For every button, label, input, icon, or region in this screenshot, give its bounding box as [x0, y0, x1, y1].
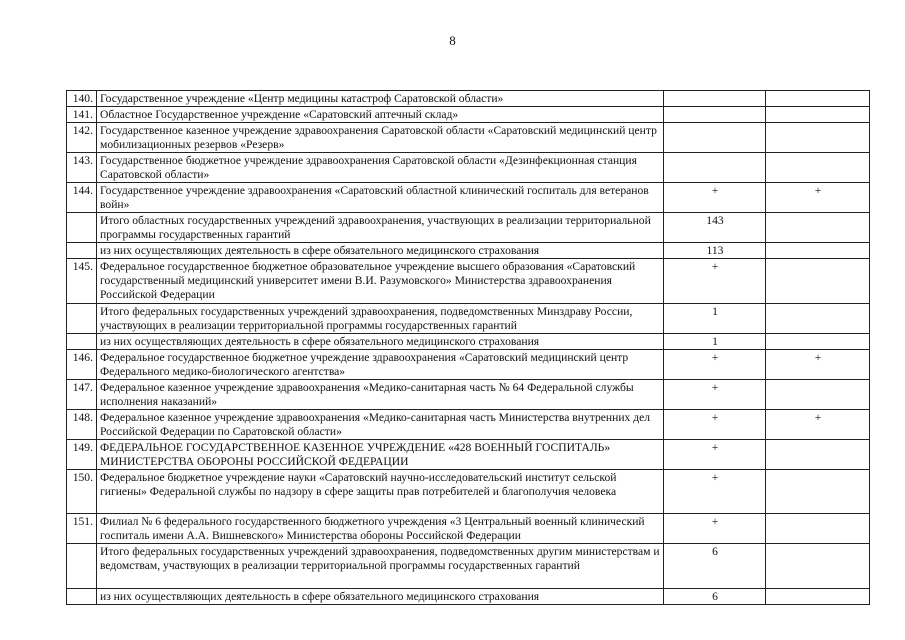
oms-mark [766, 123, 870, 153]
table-row [67, 243, 870, 259]
program-mark [664, 153, 766, 183]
row-number: 151. [67, 514, 97, 544]
row-number: 140. [67, 91, 97, 107]
oms-mark [766, 470, 870, 514]
row-number [67, 544, 97, 589]
table-row [67, 544, 870, 589]
program-mark: + [664, 470, 766, 514]
table-row [67, 440, 870, 470]
institutions-table [66, 90, 870, 605]
institution-name: Итого областных государственных учреждений здравоохранения, участвующих в реализации территориальной программы государственных гарантий [97, 213, 664, 243]
institution-name: из них осуществляющих деятельность в сфере обязательного медицинского страхования [97, 243, 664, 259]
row-number: 141. [67, 107, 97, 123]
institution-name: Федеральное казенное учреждение здравоохранения «Медико-санитарная часть Министерства внутренних дел Российской Федерации по Саратовской области» [97, 410, 664, 440]
institution-name: Итого федеральных государственных учреждений здравоохранения, подведомственных Минздраву России, участвующих в реализации территориальной программы государственных гарантий [97, 304, 664, 334]
row-number: 142. [67, 123, 97, 153]
program-mark: + [664, 440, 766, 470]
oms-mark [766, 259, 870, 304]
oms-mark [766, 334, 870, 350]
table-row [67, 153, 870, 183]
program-mark: 113 [664, 243, 766, 259]
row-number [67, 213, 97, 243]
row-number: 144. [67, 183, 97, 213]
oms-mark [766, 304, 870, 334]
row-number [67, 589, 97, 605]
program-mark: + [664, 410, 766, 440]
row-number [67, 304, 97, 334]
table-row [67, 470, 870, 514]
institution-name: ФЕДЕРАЛЬНОЕ ГОСУДАРСТВЕННОЕ КАЗЕННОЕ УЧРЕЖДЕНИЕ «428 ВОЕННЫЙ ГОСПИТАЛЬ» МИНИСТЕРСТВА ОБОРОНЫ РОССИЙСКОЙ ФЕДЕРАЦИИ [97, 440, 664, 470]
table-row [67, 334, 870, 350]
program-mark: 6 [664, 544, 766, 589]
row-number [67, 334, 97, 350]
row-number: 145. [67, 259, 97, 304]
institution-name: Государственное бюджетное учреждение здравоохранения Саратовской области «Дезинфекционная станция Саратовской области» [97, 153, 664, 183]
table-row [67, 107, 870, 123]
institution-name: Областное Государственное учреждение «Саратовский аптечный склад» [97, 107, 664, 123]
program-mark: 6 [664, 589, 766, 605]
program-mark [664, 107, 766, 123]
institution-name: из них осуществляющих деятельность в сфере обязательного медицинского страхования [97, 334, 664, 350]
program-mark: 1 [664, 304, 766, 334]
institution-name: Государственное учреждение здравоохранения «Саратовский областной клинический госпиталь для ветеранов войн» [97, 183, 664, 213]
institution-name: Филиал № 6 федерального государственного бюджетного учреждения «3 Центральный военный клинический госпиталь имени А.А. Вишневского» Министерства обороны Российской Федерации [97, 514, 664, 544]
institution-name: Федеральное государственное бюджетное учреждение здравоохранения «Саратовский медицинский центр Федерального медико-биологического агентства» [97, 350, 664, 380]
program-mark: + [664, 183, 766, 213]
table-row [67, 259, 870, 304]
institution-name: Федеральное казенное учреждение здравоохранения «Медико-санитарная часть № 64 Федеральной службы исполнения наказаний» [97, 380, 664, 410]
oms-mark [766, 589, 870, 605]
oms-mark [766, 544, 870, 589]
oms-mark [766, 107, 870, 123]
table-row [67, 123, 870, 153]
table-row [67, 213, 870, 243]
program-mark [664, 123, 766, 153]
oms-mark [766, 514, 870, 544]
program-mark: + [664, 514, 766, 544]
row-number: 146. [67, 350, 97, 380]
table-row [67, 350, 870, 380]
program-mark: + [664, 259, 766, 304]
institution-name: Итого федеральных государственных учреждений здравоохранения, подведомственных другим министерствам и ведомствам, участвующих в реализации территориальной программы государственных гарантий [97, 544, 664, 589]
row-number: 150. [67, 470, 97, 514]
page-number: 8 [449, 33, 456, 48]
oms-mark [766, 243, 870, 259]
row-number [67, 243, 97, 259]
oms-mark: + [766, 183, 870, 213]
row-number: 143. [67, 153, 97, 183]
table-row [67, 380, 870, 410]
program-mark [664, 91, 766, 107]
program-mark: + [664, 350, 766, 380]
program-mark: 143 [664, 213, 766, 243]
oms-mark: + [766, 410, 870, 440]
oms-mark: + [766, 350, 870, 380]
table-row [67, 183, 870, 213]
institution-name: Федеральное государственное бюджетное образовательное учреждение высшего образования «Саратовский государственный медицинский университет имени В.И. Разумовского» Министерства здравоохранения Российской Федерации [97, 259, 664, 304]
table-row [67, 410, 870, 440]
oms-mark [766, 380, 870, 410]
row-number: 147. [67, 380, 97, 410]
institution-name: Федеральное бюджетное учреждение науки «Саратовский научно-исследовательский институт сельской гигиены» Федеральной службы по надзору в сфере защиты прав потребителей и благополучия человека [97, 470, 664, 514]
oms-mark [766, 91, 870, 107]
row-number: 148. [67, 410, 97, 440]
oms-mark [766, 213, 870, 243]
institution-name: из них осуществляющих деятельность в сфере обязательного медицинского страхования [97, 589, 664, 605]
table-row [67, 589, 870, 605]
table-row [67, 91, 870, 107]
oms-mark [766, 440, 870, 470]
institution-name: Государственное учреждение «Центр медицины катастроф Саратовской области» [97, 91, 664, 107]
program-mark: 1 [664, 334, 766, 350]
institution-name: Государственное казенное учреждение здравоохранения Саратовской области «Саратовский медицинский центр мобилизационных резервов «Резерв» [97, 123, 664, 153]
row-number: 149. [67, 440, 97, 470]
oms-mark [766, 153, 870, 183]
program-mark: + [664, 380, 766, 410]
table-row [67, 514, 870, 544]
table-row [67, 304, 870, 334]
